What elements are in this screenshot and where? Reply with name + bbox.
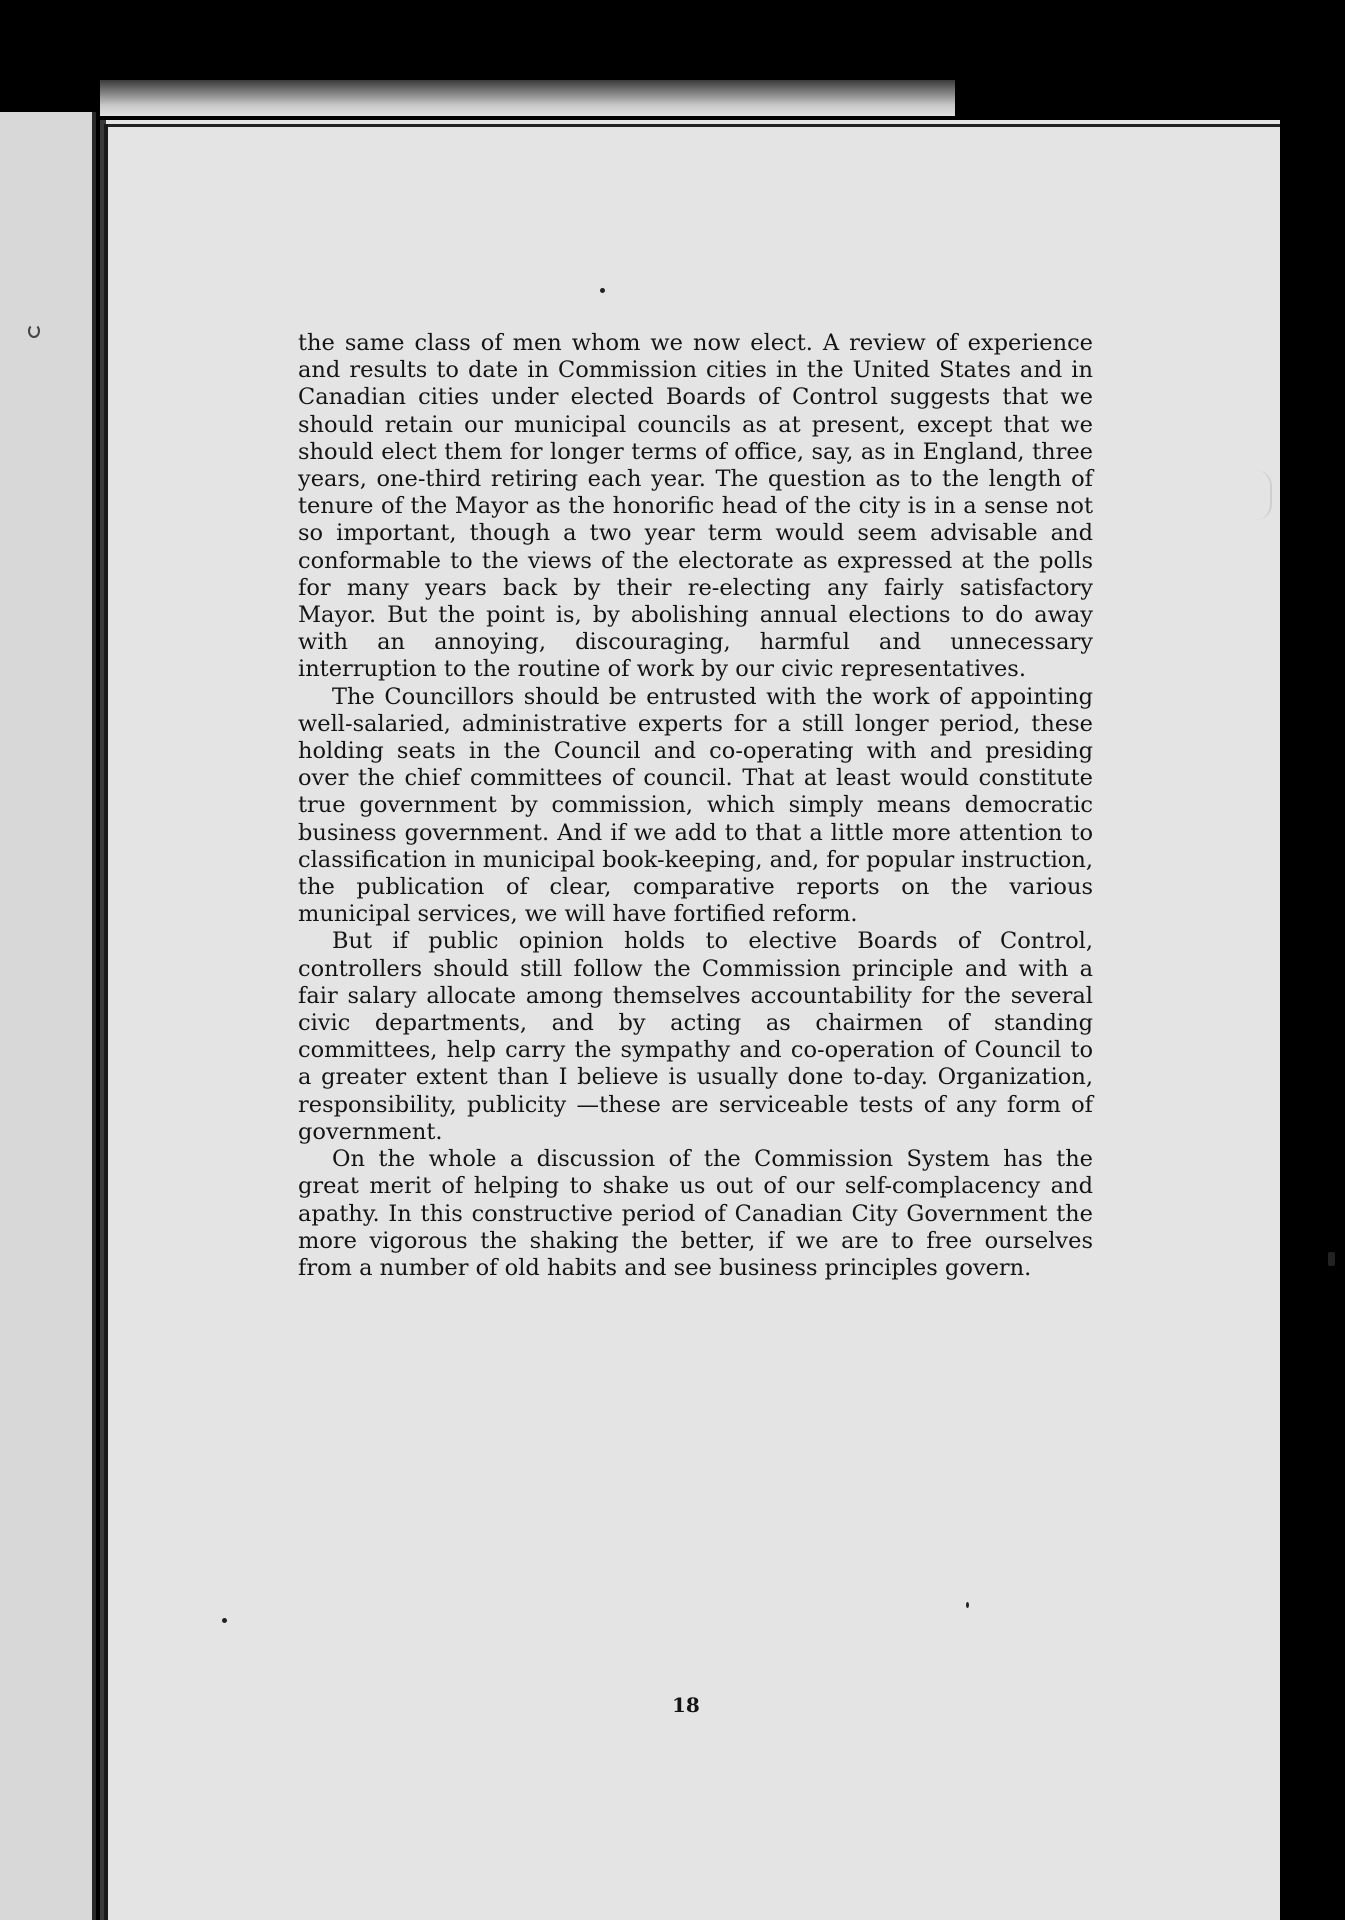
binding-mark: [1256, 470, 1272, 520]
ink-speck: [222, 1618, 227, 1623]
ink-speck: [600, 288, 605, 293]
page-left-rule: [104, 124, 108, 1920]
paragraph-3: But if public opinion holds to elective Boards of Control, controllers should still follow the Commission principle and with a fair salary allocate among themselves accountability for the several civic departments, and by acting as chairmen of standing committees, help carry the sympathy and co-operation of Council to a greater extent than I believe is usually done to-day. Organization, responsibility, publicity —these are serviceable tests of any form of government.: [298, 928, 1093, 1145]
ink-speck: [1328, 1252, 1335, 1266]
page-top-rule: [108, 124, 1280, 127]
paragraph-1: the same class of men whom we now elect. A review of experience and results to date in Commission cities in the United States and in Canadian cities under elected Boards of Control suggests that we should retain our municipal councils as at present, except that we should elect them for longer terms of office, say, as in England, three years, one-third retiring each year. The question as to the length of tenure of the Mayor as the honorific head of the city is in a sense not so important, though a two year term would seem advisable and conformable to the views of the electorate as expressed at the polls for many years back by their re-electing any fairly satisfactory Mayor. But the point is, by abolishing annual elections to do away with an annoying, discouraging, harmful and unnecessary interruption to the routine of work by our civic representatives.: [298, 330, 1093, 683]
paragraph-4: On the whole a discussion of the Commission System has the great merit of helping to shake us out of our self-complacency and apathy. In this constructive period of Canadian City Government the more vigorous the shaking the better, if we are to free ourselves from a number of old habits and see business principles govern.: [298, 1146, 1093, 1281]
ink-speck: [966, 1602, 969, 1608]
paragraph-2: The Councillors should be entrusted with the work of appointing well-salaried, administrative experts for a still longer period, these holding seats in the Council and co-operating with and presiding over the chief committees of council. That at least would constitute true government by commission, which simply means democratic business government. And if we add to that a little more attention to classification in municipal book-keeping, and, for popular instruction, the publication of clear, comparative reports on the various municipal services, we will have fortified reform.: [298, 683, 1093, 928]
page-number: 18: [672, 1693, 700, 1717]
left-page-edge: [0, 112, 96, 1920]
body-text: [298, 330, 1093, 1282]
top-page-strip: [100, 80, 955, 116]
page-mark-icon: [28, 324, 40, 338]
